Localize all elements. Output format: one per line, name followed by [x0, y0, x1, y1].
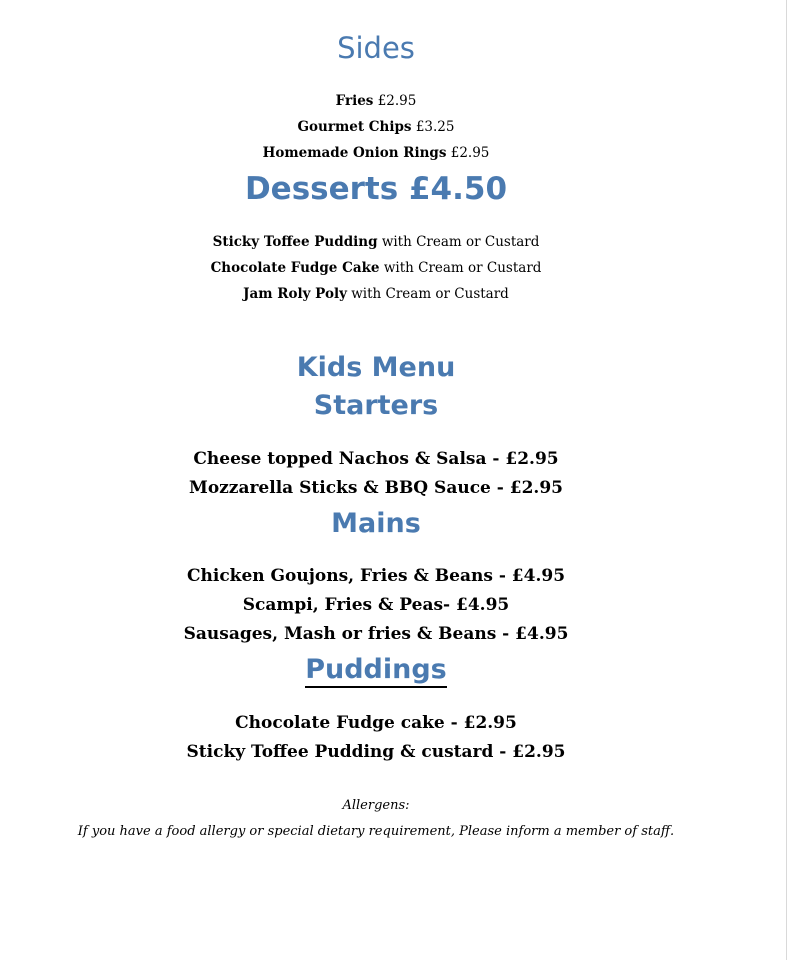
- item-name: Fries: [335, 93, 374, 109]
- main-item: Chicken Goujons, Fries & Beans - £4.95: [186, 566, 566, 586]
- item-name: Gourmet Chips: [297, 119, 412, 135]
- item-detail: with Cream or Custard: [383, 260, 542, 276]
- allergens-notice: If you have a food allergy or special dietary requirement, Please inform a member of staff.: [77, 824, 675, 839]
- item-price: £2.95: [450, 145, 490, 161]
- sides-item: [0, 95, 752, 109]
- dessert-item: [0, 262, 752, 276]
- desserts-heading: Desserts £4.50: [244, 171, 508, 207]
- allergens-label: Allergens:: [342, 798, 410, 813]
- sides-heading: Sides: [337, 31, 415, 65]
- starter-item: Cheese topped Nachos & Salsa - £2.95: [193, 449, 559, 469]
- item-detail: with Cream or Custard: [351, 286, 509, 302]
- item-name: Jam Roly Poly: [243, 286, 347, 302]
- kids-menu-heading: Kids Menu: [296, 352, 456, 383]
- main-item: Scampi, Fries & Peas- £4.95: [242, 595, 510, 615]
- pudding-item: Sticky Toffee Pudding & custard - £2.95: [186, 742, 566, 762]
- main-item: Sausages, Mash or fries & Beans - £4.95: [183, 624, 569, 644]
- item-name: Sticky Toffee Pudding: [212, 234, 378, 250]
- pudding-item: Chocolate Fudge cake - £2.95: [235, 713, 517, 733]
- dessert-item: [0, 236, 752, 250]
- item-name: Chocolate Fudge Cake: [210, 260, 380, 276]
- item-detail: with Cream or Custard: [381, 234, 540, 250]
- item-price: £3.25: [415, 119, 455, 135]
- starter-item: Mozzarella Sticks & BBQ Sauce - £2.95: [189, 478, 563, 498]
- item-name: Homemade Onion Rings: [262, 145, 447, 161]
- mains-heading: Mains: [331, 508, 421, 539]
- sides-item: [0, 147, 752, 161]
- item-price: £2.95: [377, 93, 417, 109]
- sides-item: [0, 121, 752, 135]
- dessert-item: [0, 288, 752, 302]
- puddings-heading-text: Puddings: [305, 654, 447, 688]
- puddings-heading: [0, 656, 752, 683]
- starters-heading: Starters: [313, 390, 439, 421]
